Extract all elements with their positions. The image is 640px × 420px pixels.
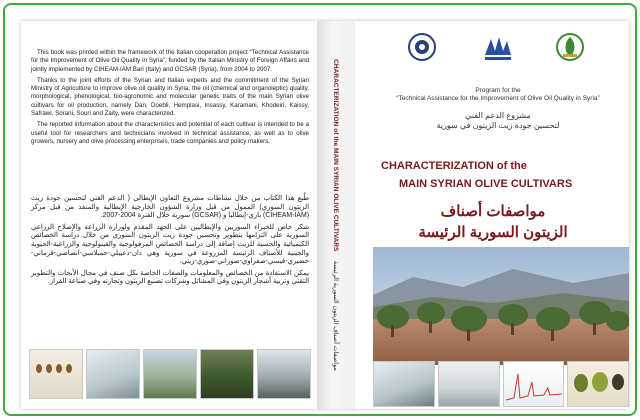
program-line-1: Program for the (475, 87, 521, 94)
researcher-photo (257, 349, 311, 399)
laboratory-photo (86, 349, 140, 399)
spine-title-english: CHARACTERIZATION of the MAIN SYRIAN OLIVE CULTIVARS (332, 59, 339, 252)
book-title-arabic (375, 201, 611, 243)
book-cover-spread (21, 21, 629, 409)
olive-grove-photo (143, 349, 197, 399)
image-frame (3, 3, 637, 416)
ciheam-logo (405, 31, 439, 63)
laboratory-equipment-photo (438, 361, 500, 407)
spine-title-arabic: مواصفات أصناف الزيتون السورية الرئيسة (332, 260, 339, 371)
olive-fruits-photo (567, 361, 629, 407)
chromatogram-photo (503, 361, 565, 407)
olive-grove-landscape-photo (373, 247, 629, 365)
program-ar-line-2: لتحسين جودة زيت الزيتون في سورية (436, 121, 560, 130)
english-paragraph: This book was printed within the framework of the Italian cooperation project “Technical Assistance for the Improvement of Olive Oil Quality in Syria”, funded by the Italian Ministry of Foreign Affairs and jointly implemented by CIHEAM-IAM Bari (Italy) and GCSAR (Syria), from 2004 to 2007. (31, 49, 309, 73)
title-ar-line-2: الزيتون السورية الرئيسة (418, 224, 568, 241)
program-title (379, 87, 617, 103)
back-cover-arabic-text (31, 195, 309, 290)
gcsar-logo (553, 31, 587, 63)
title-ar-line-1: مواصفات أصناف (440, 203, 546, 220)
italian-cooperation-logo (481, 31, 515, 63)
english-paragraph: The reported information about the characteristics and potential of each cultivar is intended to be a useful tool for researchers and technicians involved in technical assistance, as well as to olive growers, nursery and olive processing enterprises, trade companies and policy makers. (31, 121, 309, 145)
program-line-2: “Technical Assistance for the Improvement of Olive Oil Quality in Syria” (396, 95, 600, 102)
arabic-paragraph: يمكن الاستفادة من الخصائص والمعلومات والصفات الخاصة بكل صنف في مجال الأبحاث والتطوير التقني وتربية أشجار الزيتون وفي المشاتل وشركات تصنيع الزيتون وتجارته وفي صناعة القرار. (31, 269, 309, 286)
book-spine (317, 21, 355, 409)
title-line-2: MAIN SYRIAN OLIVE CULTIVARS (399, 178, 573, 190)
back-cover (21, 21, 317, 409)
front-cover-photo-strip (373, 361, 629, 405)
olive-branch-photo (200, 349, 254, 399)
back-cover-photo-strip (29, 349, 311, 397)
program-title-arabic (379, 111, 617, 131)
book-title-english (381, 157, 621, 193)
title-line-1: CHARACTERIZATION of the (381, 160, 527, 172)
lab-technician-photo (373, 361, 435, 407)
arabic-paragraph: شكر خاص للخبراء السوريين والإيطاليين على الجهد المقدم ولوزارة الزراعة والإصلاح الزراعي السورية على التزامها بتطوير وتحسين جودة زيت الزيتون السوري من خلال دراسة الخصائص الكيميائية والحسية للزيت إضافة إلى دراسة الخصائص المرفولوجية والفينولوجية والزراعية-الحيوية والجينية للأصناف الرئيسة المزروعة في سورية وهي دان-دعيبلي-حمبلاسي-انصاصي-قرماني-خضيري-قيسي-صفراوي-صوراني-صوري-زيتي. (31, 223, 309, 266)
olive-seeds-photo (29, 349, 83, 399)
spine-title (332, 35, 340, 395)
back-cover-english-text (31, 49, 309, 149)
front-cover (355, 21, 629, 409)
arabic-paragraph: طُبع هذا الكتاب من خلال نشاطات مشروع التعاون الإيطالي ( الدعم الفني لتحسين جودة زيت الزيتون السوري) الممول من قبل وزارة الشؤون الخارجية الإيطالية والمنفذ من قبل مركز (CIHEAM-IAM) باري-إيطاليا و (GCSAR) سورية خلال الفترة 2004-2007. (31, 195, 309, 220)
program-ar-line-1: مشروع الدعم الفني (465, 111, 531, 120)
sponsor-logos (405, 31, 595, 71)
english-paragraph: Thanks to the joint efforts of the Syrian and Italian experts and the commitment of the Syrian Ministry of Agriculture to improve olive oil quality in Syria, the oil (chemical and organoleptic) quality, morphological, phenological, bio-agronomic and molecular genetic traits of the main Syrian olive cultivars for oil production, namely Dan, Doebli, Hemplasi, Insassy, Karamani, Khodeiri, Kaissy, Safrawi, Sorani, Souri and Zaity, were characterized. (31, 76, 309, 118)
